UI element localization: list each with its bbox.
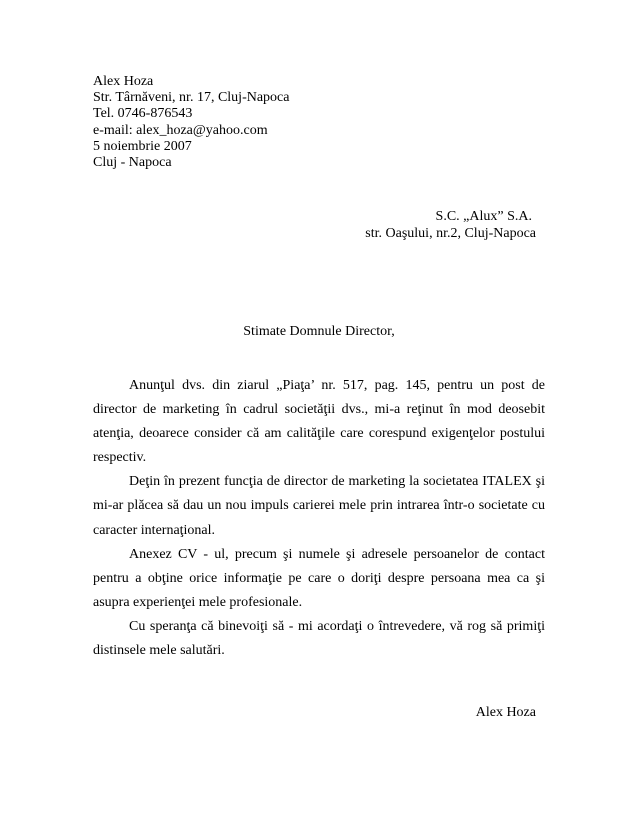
sender-email: e-mail: alex_hoza@yahoo.com — [93, 122, 268, 138]
recipient-block — [365, 208, 536, 242]
sender-address: Str. Târnăveni, nr. 17, Cluj-Napoca — [93, 90, 290, 106]
recipient-address: str. Oaşului, nr.2, Cluj-Napoca — [365, 226, 536, 241]
body-paragraph: Anexez CV - ul, precum şi numele şi adresele persoanelor de contact pentru a obţine orice informaţie pe care o doriţi despre persoana mea ca şi asupra experienţei mele profesionale. — [93, 546, 545, 610]
signature: Alex Hoza — [475, 705, 536, 720]
letter-date: 5 noiembrie 2007 — [93, 138, 192, 154]
recipient-company: S.C. „Alux” S.A. — [435, 209, 532, 224]
sender-city: Cluj - Napoca — [93, 155, 172, 171]
body-paragraph: Deţin în prezent funcţia de director de marketing la societatea ITALEX şi mi-ar plăcea să dau un nou impuls carierei mele prin intrarea într-o societate cu caracter internaţional. — [93, 474, 545, 538]
letter-body — [93, 374, 545, 663]
sender-block — [93, 74, 289, 171]
sender-name: Alex Hoza — [93, 74, 154, 89]
sender-phone: Tel. 0746-876543 — [93, 106, 193, 122]
salutation: Stimate Domnule Director, — [243, 324, 395, 339]
body-paragraph: Anunţul dvs. din ziarul „Piaţa’ nr. 517, pag. 145, pentru un post de director de marketing în cadrul societăţii dvs., mi-a reţinut în mod deosebit atenţia, deoarece consider că am calităţile care corespund exigenţelor postului respectiv. — [93, 378, 545, 466]
body-paragraph: Cu speranţa că binevoiţi să - mi acordaţi o întrevedere, vă rog să primiţi distinsele mele salutări. — [93, 618, 545, 659]
